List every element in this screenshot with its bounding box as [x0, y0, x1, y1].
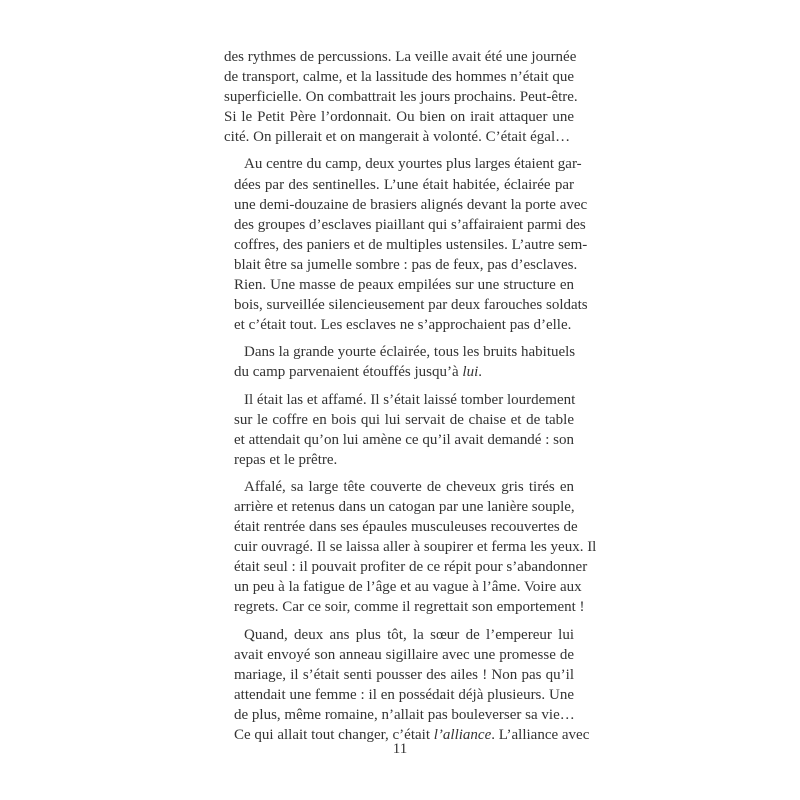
paragraph-5 — [224, 477, 597, 618]
text-line: arrière et retenus dans un catogan par une lanière souple, — [234, 498, 575, 515]
text-segment: . — [478, 364, 482, 381]
text-line: une demi-douzaine de brasiers alignés devant la porte avec — [234, 196, 588, 213]
text-line: cuir ouvragé. Il se laissa aller à soupirer et ferma les yeux. Il — [234, 539, 597, 556]
text-line: mariage, il s’était senti pousser des ailes ! Non pas qu’il — [234, 666, 574, 683]
text-line: sur le coffre en bois qui lui servait de chaise et de table — [234, 411, 574, 428]
text-line: Quand, deux ans plus tôt, la sœur de l’empereur lui — [244, 626, 574, 643]
italic-word: lui — [462, 364, 479, 381]
text-segment: Ce qui allait tout changer, c’était — [234, 727, 434, 743]
text-line: superficielle. On combattrait les jours prochains. Peut-être. — [224, 89, 578, 106]
page-number: 11 — [392, 741, 408, 757]
italic-word: l’alliance — [433, 727, 492, 743]
text-line: bois, surveillée silencieusement par deux farouches soldats — [234, 297, 588, 314]
text-line: était rentrée dans ses épaules musculeuses recouvertes de — [234, 519, 578, 536]
text-line: Affalé, sa large tête couverte de cheveux gris tirés en — [244, 478, 574, 495]
text-line: regrets. Car ce soir, comme il regrettait son emportement ! — [234, 599, 585, 616]
text-line: et c’était tout. Les esclaves ne s’approchaient pas d’elle. — [234, 317, 572, 334]
text-line: des groupes d’esclaves piaillant qui s’affairaient parmi des — [234, 216, 586, 233]
text-line: avait envoyé son anneau sigillaire avec une promesse de — [234, 646, 574, 663]
text-line: Rien. Une masse de peaux empilées sur une structure en — [234, 277, 574, 294]
text-line: Si le Petit Père l’ordonnait. Ou bien on irait attaquer une — [224, 109, 574, 126]
text-segment: du camp parvenaient étouffés jusqu’à — [234, 364, 463, 381]
text-line: et attendait qu’on lui amène ce qu’il avait demandé : son — [234, 431, 574, 448]
text-line: attendait une femme : il en possédait déjà plusieurs. Une — [234, 686, 574, 703]
paragraph-3 — [224, 342, 574, 382]
paragraph-2 — [224, 154, 588, 335]
text-line: Au centre du camp, deux yourtes plus larges étaient gar- — [244, 156, 582, 173]
text-segment: . L’alliance avec — [491, 727, 590, 743]
book-page-text — [224, 47, 597, 752]
text-line: des rythmes de percussions. La veille avait été une journée — [224, 49, 577, 65]
text-line — [224, 362, 574, 382]
text-line: un peu à la fatigue de l’âge et au vague à l’âme. Voire aux — [234, 579, 582, 596]
text-line: repas et le prêtre. — [234, 451, 338, 468]
text-line: était seul : il pouvait profiter de ce répit pour s’abandonner — [234, 559, 588, 576]
paragraph-6 — [224, 625, 590, 746]
text-line: de transport, calme, et la lassitude des hommes n’était que — [224, 69, 574, 86]
text-line: dées par des sentinelles. L’une était habitée, éclairée par — [234, 176, 574, 193]
text-line: Dans la grande yourte éclairée, tous les bruits habituels — [244, 344, 576, 361]
text-line: cité. On pillerait et on mangerait à volonté. C’était égal… — [224, 129, 571, 146]
text-line: Il était las et affamé. Il s’était laissé tomber lourdement — [244, 391, 576, 408]
text-line: de plus, même romaine, n’allait pas bouleverser sa vie… — [234, 706, 575, 723]
paragraph-4 — [224, 390, 574, 470]
text-line: coffres, des paniers et de multiples ustensiles. L’autre sem- — [234, 236, 588, 253]
text-line: blait être sa jumelle sombre : pas de feux, pas d’esclaves. — [234, 256, 578, 273]
paragraph-1 — [224, 47, 578, 147]
